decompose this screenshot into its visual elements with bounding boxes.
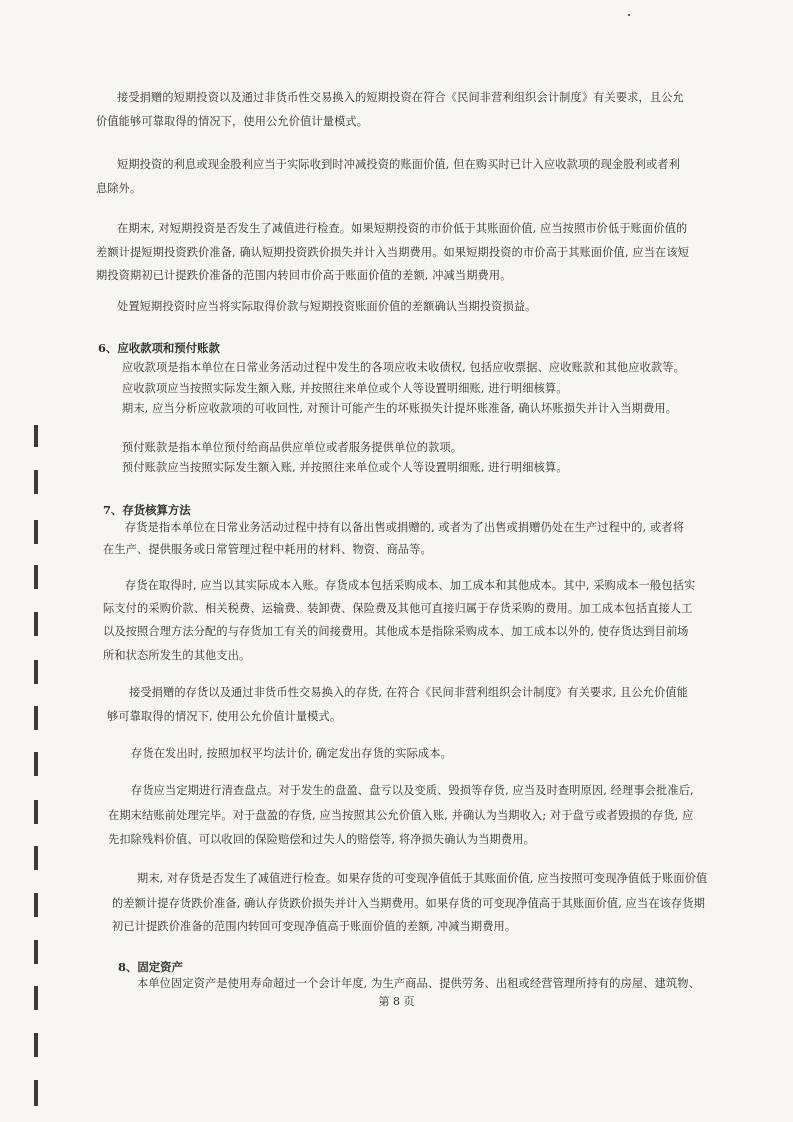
paragraph-line: 期末, 对存货是否发生了减值进行检查。如果存货的可变现净值低于其账面价值, 应当按照可变现净值低于账面价值 — [137, 872, 708, 885]
paragraph-line: 本单位固定资产是使用寿命超过一个会计年度, 为生产商品、提供劳务、出租或经营管理所持有的房屋、建筑物、 — [137, 977, 700, 990]
paragraph-line: 在期末, 对短期投资是否发生了减值进行检查。如果短期投资的市价低于其账面价值, 应当按照市价低于账面价值的 — [117, 222, 688, 235]
binding-mark — [34, 1033, 38, 1057]
section-heading: 7、存货核算方法 — [103, 503, 191, 517]
paragraph-line: 在期末结账前处理完毕。对于盘盈的存货, 应当按照其公允价值入账, 并确认为当期收入; 对于盘亏或者毁损的存货, 应 — [108, 809, 694, 822]
binding-mark — [34, 706, 38, 730]
paragraph-line: 存货是指本单位在日常业务活动过程中持有以备出售或捐赠的, 或者为了出售或捐赠仍处在生产过程中的, 或者将 — [125, 521, 685, 534]
paragraph-line: 应收款项应当按照实际发生额入账, 并按照往来单位或个人等设置明细账, 进行明细核算。 — [122, 382, 568, 395]
binding-mark — [34, 893, 38, 917]
binding-mark — [34, 520, 38, 544]
paragraph-line: 息除外。 — [96, 182, 142, 195]
paragraph-line: 应收款项是指本单位在日常业务活动过程中发生的各项应收未收债权, 包括应收票据、应收账款和其他应收款等。 — [122, 361, 685, 374]
paragraph-line: 以及按照合理方法分配的与存货加工有关的间接费用。其他成本是指除采购成本、加工成本以外的, 使存货达到目前场 — [103, 625, 689, 638]
binding-mark — [34, 1080, 38, 1106]
paragraph-line: 预付账款是指本单位预付给商品供应单位或者服务提供单位的款项。 — [122, 441, 463, 454]
paragraph-line: 差额计提短期投资跌价准备, 确认短期投资跌价损失并计入当期费用。如果短期投资的市价高于其账面价值, 应当在该短 — [96, 246, 690, 259]
paragraph-line: 接受捐赠的短期投资以及通过非货币性交易换入的短期投资在符合《民间非营利组织会计制度》有关要求，且公允 — [117, 91, 684, 104]
binding-mark — [34, 846, 38, 870]
paragraph-line: 期投资期初已计提跌价准备的范围内转回市价高于账面价值的差额, 冲减当期费用。 — [96, 269, 512, 282]
paragraph-line: 处置短期投资时应当将实际取得价款与短期投资账面价值的差额确认当期投资损益。 — [117, 300, 537, 313]
binding-mark — [34, 940, 38, 964]
paragraph-line: 期末, 应当分析应收款项的可收回性, 对预计可能产生的坏账损失计提坏账准备, 确认坏账损失并计入当期费用。 — [122, 402, 678, 415]
binding-mark — [34, 800, 38, 824]
scan-speck — [628, 14, 630, 16]
page-number: 第 8 页 — [378, 995, 415, 1008]
paragraph-line: 的差额计提存货跌价准备, 确认存货跌价损失并计入当期费用。如果存货的可变现净值高于其账面价值, 应当在该存货期 — [112, 897, 706, 910]
binding-mark — [34, 660, 38, 684]
paragraph-line: 先扣除残料价值、可以收回的保险赔偿和过失人的赔偿等, 将净损失确认为当期费用。 — [108, 833, 535, 846]
binding-mark — [34, 425, 38, 447]
section-heading: 8、固定资产 — [118, 960, 183, 974]
section-heading: 6、应收款项和预付账款 — [98, 341, 220, 355]
paragraph-line: 够可靠取得的情况下, 使用公允价值计量模式。 — [107, 710, 342, 723]
paragraph-line: 存货在发出时, 按照加权平均法计价, 确定发出存货的实际成本。 — [131, 747, 452, 760]
paragraph-line: 存货应当定期进行清查盘点。对于发生的盘盈、盘亏以及变质、毁损等存货, 应当及时查明原因, 经理事会批准后, — [131, 784, 694, 797]
binding-mark — [34, 470, 38, 494]
binding-mark — [34, 752, 38, 776]
paragraph-line: 存货在取得时, 应当以其实际成本入账。存货成本包括采购成本、加工成本和其他成本。其中, 采购成本一般包括实 — [125, 579, 696, 592]
paragraph-line: 际支付的采购价款、相关税费、运输费、装卸费、保险费及其他可直接归属于存货采购的费用。加工成本包括直接人工 — [103, 602, 693, 615]
paragraph-line: 初已计提跌价准备的范围内转回可变现净值高于账面价值的差额, 冲减当期费用。 — [112, 920, 517, 933]
binding-mark — [34, 612, 38, 636]
paragraph-line: 所和状态所发生的其他支出。 — [103, 649, 251, 662]
binding-mark — [34, 565, 38, 589]
paragraph-line: 价值能够可靠取得的情况下，使用公允价值计量模式。 — [96, 115, 369, 128]
paragraph-line: 在生产、提供服务或日常管理过程中耗用的材料、物资、商品等。 — [103, 543, 432, 556]
paragraph-line: 预付账款应当按照实际发生额入账, 并按照往来单位或个人等设置明细账, 进行明细核算。 — [122, 461, 568, 474]
paragraph-line: 接受捐赠的存货以及通过非货币性交易换入的存货, 在符合《民间非营利组织会计制度》有关要求, 且公允价值能 — [129, 686, 689, 699]
paragraph-line: 短期投资的利息或现金股利应当于实际收到时冲减投资的账面价值, 但在购买时已计入应收款项的现金股利或者利 — [117, 158, 680, 171]
